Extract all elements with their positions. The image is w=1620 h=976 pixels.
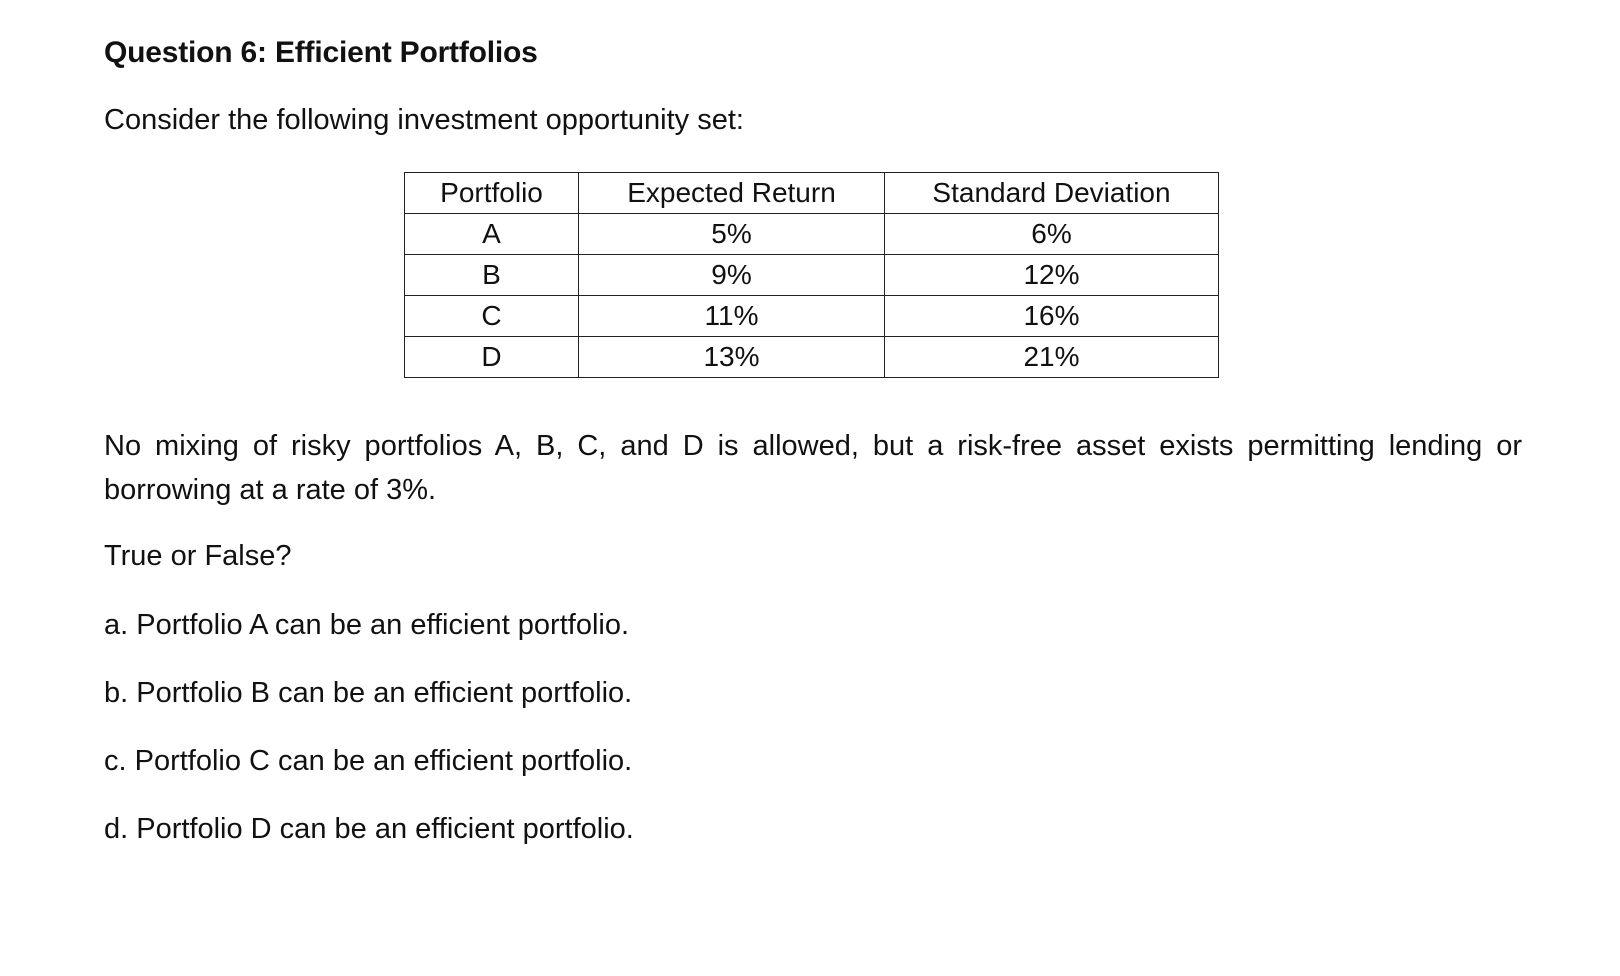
cell-expected-return: 11% xyxy=(579,296,885,337)
cell-portfolio: A xyxy=(405,214,579,255)
header-expected-return: Expected Return xyxy=(579,173,885,214)
table-row xyxy=(405,296,1219,337)
opportunity-set-table xyxy=(404,172,1219,378)
cell-portfolio: D xyxy=(405,337,579,378)
table-row xyxy=(405,214,1219,255)
true-false-prompt: True or False? xyxy=(104,540,292,572)
intro-text: Consider the following investment opportunity set: xyxy=(104,104,744,136)
cell-expected-return: 13% xyxy=(579,337,885,378)
constraint-paragraph: No mixing of risky portfolios A, B, C, and D is allowed, but a risk-free asset exists permitting lending or borrowing at a rate of 3%. xyxy=(104,430,1522,506)
table-row xyxy=(405,337,1219,378)
question-title: Question 6: Efficient Portfolios xyxy=(104,36,538,69)
cell-standard-deviation: 16% xyxy=(885,296,1219,337)
cell-standard-deviation: 21% xyxy=(885,337,1219,378)
cell-standard-deviation: 12% xyxy=(885,255,1219,296)
statement-c: c. Portfolio C can be an efficient portfolio. xyxy=(104,745,633,777)
cell-expected-return: 5% xyxy=(579,214,885,255)
table-header-row xyxy=(405,173,1219,214)
cell-expected-return: 9% xyxy=(579,255,885,296)
cell-portfolio: C xyxy=(405,296,579,337)
table-row xyxy=(405,255,1219,296)
cell-standard-deviation: 6% xyxy=(885,214,1219,255)
statement-list xyxy=(104,608,634,880)
header-standard-deviation: Standard Deviation xyxy=(885,173,1219,214)
statement-a: a. Portfolio A can be an efficient portfolio. xyxy=(104,609,630,641)
cell-portfolio: B xyxy=(405,255,579,296)
statement-d: d. Portfolio D can be an efficient portfolio. xyxy=(104,813,634,845)
statement-b: b. Portfolio B can be an efficient portfolio. xyxy=(104,677,633,709)
header-portfolio: Portfolio xyxy=(405,173,579,214)
